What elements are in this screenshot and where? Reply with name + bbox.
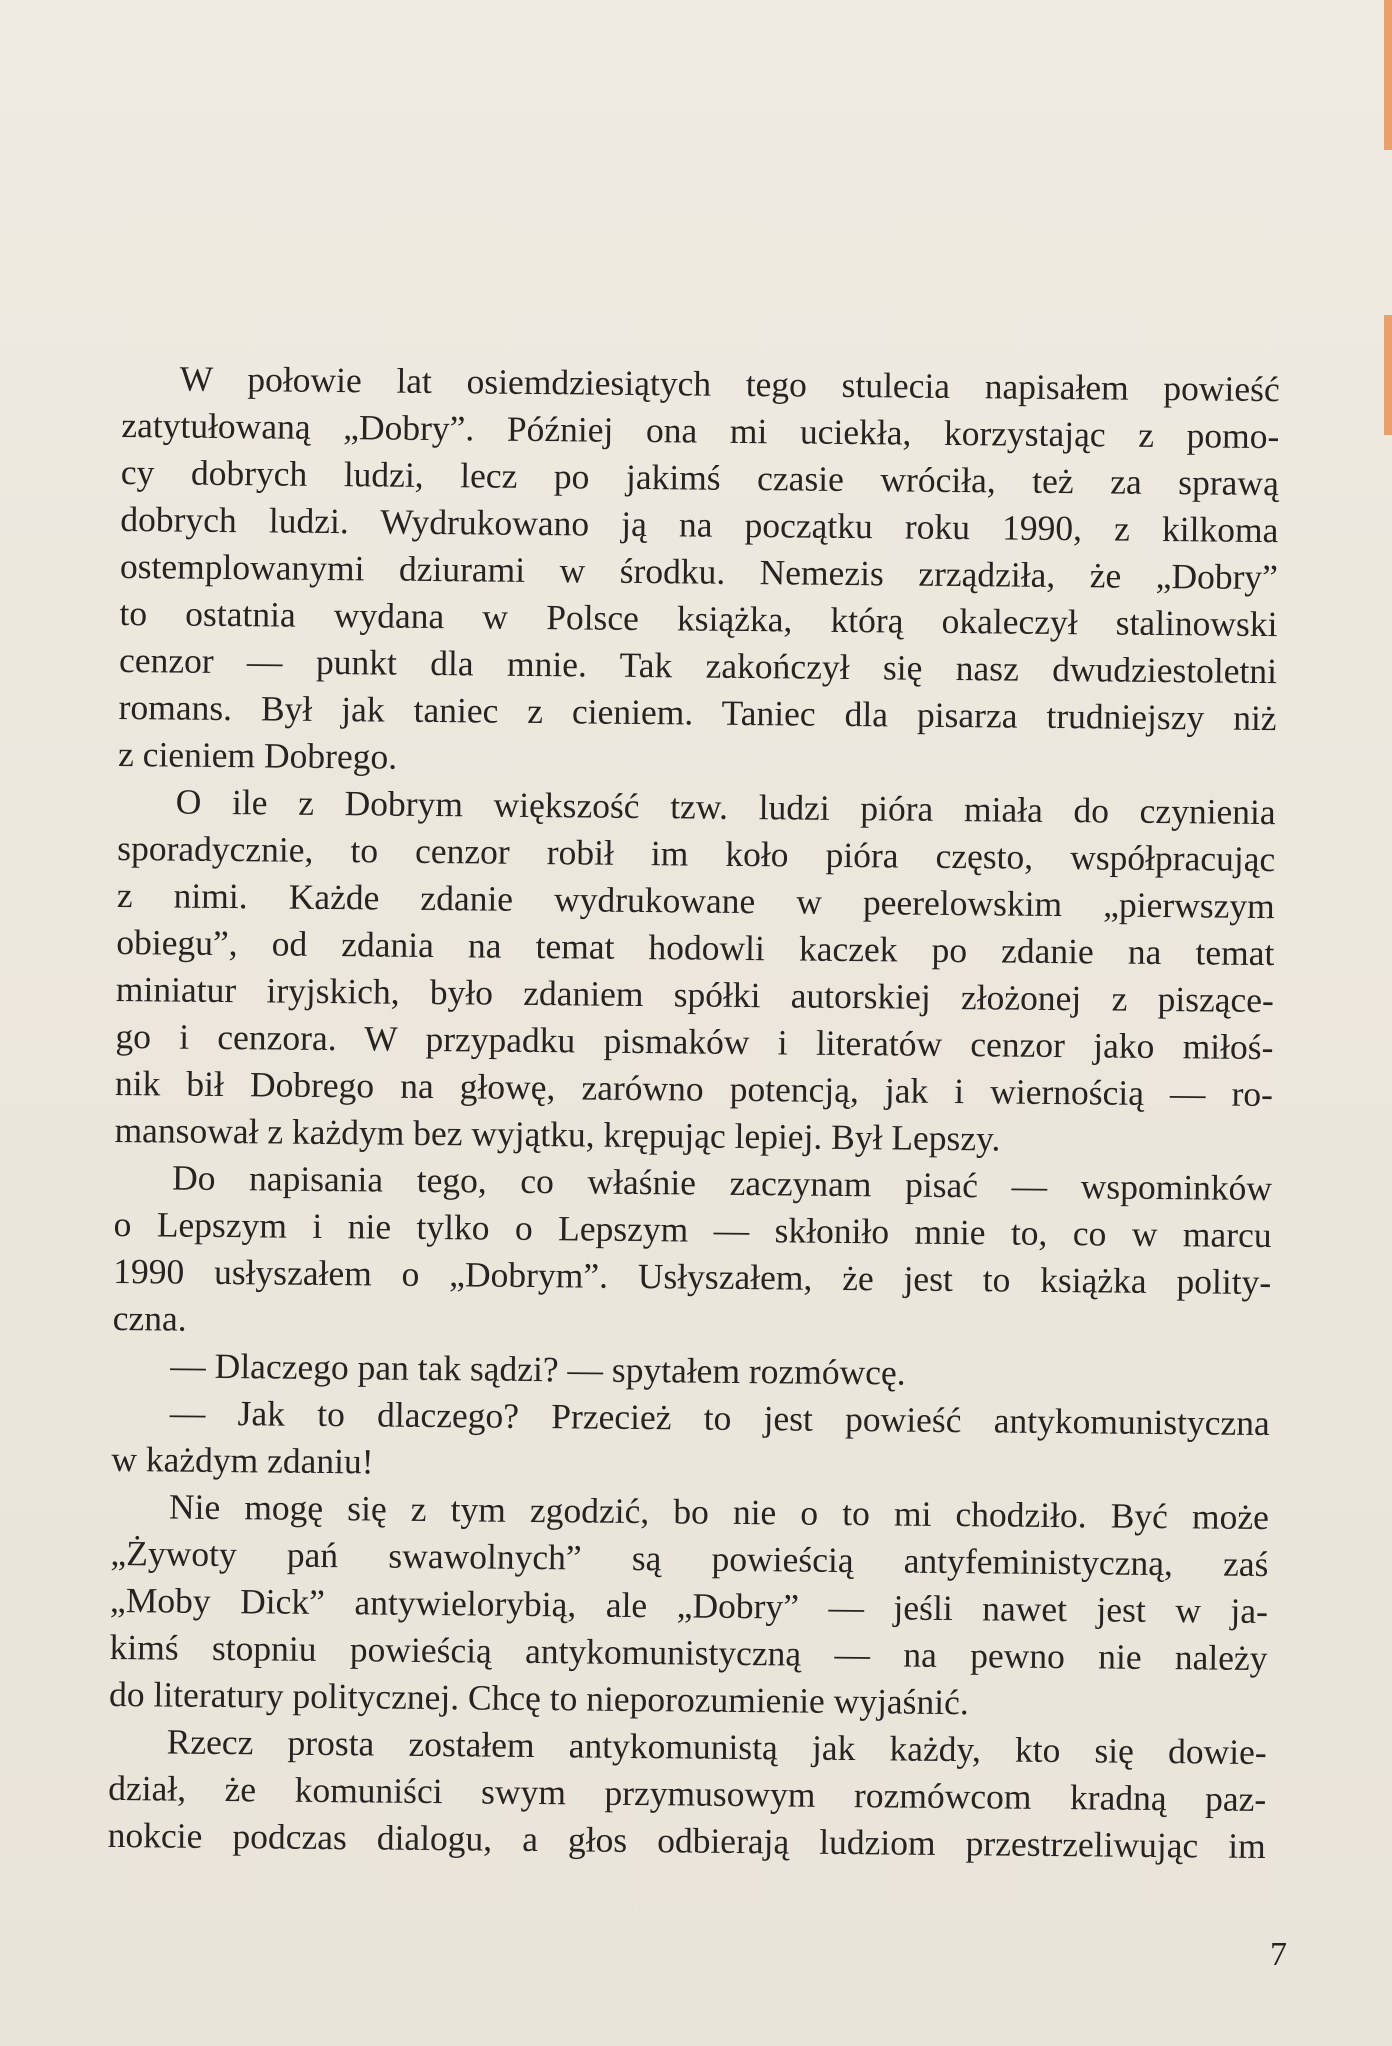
text-line: do literatury politycznej. Chcę to nieporozumienie wyjaśnić. <box>108 1673 969 1723</box>
text-line: Nie mogę się z tym zgodzić, bo nie o to mi chodziło. Być może <box>168 1486 1270 1538</box>
paragraph <box>108 1718 1267 1870</box>
text-line: W połowie lat osiemdziesiątych tego stulecia napisałem powieść <box>179 358 1280 410</box>
text-line: cenzor — punkt dla mnie. Tak zakończył się nasz dwudziestoletni <box>118 639 1278 692</box>
page-edge-tab <box>1384 0 1392 150</box>
text-line: z cieniem Dobrego. <box>117 733 398 777</box>
show-through-text <box>123 120 1277 302</box>
text-line: go i cenzora. W przypadku pismaków i literatów cenzor jako miłoś- <box>115 1015 1274 1068</box>
text-line: O ile z Dobrym większość tzw. ludzi pióra miała do czynienia <box>175 781 1276 833</box>
text-line: z nimi. Każde zdanie wydrukowane w peerelowskim „pierwszym <box>116 874 1275 927</box>
paragraph <box>114 778 1276 1165</box>
text-line: to ostatnia wydana w Polsce książka, którą okaleczył stalinowski <box>119 592 1278 645</box>
text-line: ostemplowanymi dziurami w środku. Nemezis zrządziła, że „Dobry” <box>119 545 1279 598</box>
text-line: mansował z każdym bez wyjątku, krępując lepiej. Był Lepszy. <box>114 1109 1001 1159</box>
paragraph <box>113 1154 1273 1353</box>
text-line: — Jak to dlaczego? Przecież to jest powieść antykomunistyczna <box>169 1392 1270 1444</box>
text-line: obiegu”, od zdania na temat hodowli kaczek po zdanie na temat <box>116 921 1275 974</box>
page-number: 7 <box>1270 1936 1287 1973</box>
text-line: zatytułowaną „Dobry”. Później ona mi uciekła, korzystając z pomo- <box>121 404 1280 457</box>
text-line: czna. <box>112 1297 187 1339</box>
text-line: nik bił Dobrego na głowę, zarówno potencją, jak i wiernością — ro- <box>114 1062 1274 1115</box>
text-line: „Moby Dick” antywielorybią, ale „Dobry” — jeśli nawet jest w ja- <box>109 1579 1269 1632</box>
page-edge-tab <box>1384 315 1392 435</box>
text-line: nokcie podczas dialogu, a głos odbierają ludziom przestrzeliwując im <box>107 1814 1266 1867</box>
text-line: o Lepszym i nie tylko o Lepszym — skłoniło mnie to, co w marcu <box>113 1203 1272 1256</box>
text-line: Rzecz prosta zostałem antykomunistą jak każdy, kto się dowie- <box>166 1721 1267 1773</box>
text-line: Do napisania tego, co właśnie zaczynam pisać — wspominków <box>171 1157 1273 1209</box>
text-line: w każdym zdaniu! <box>111 1438 374 1482</box>
text-line: 1990 usłyszałem o „Dobrym”. Usłyszałem, że jest to książka polity- <box>113 1250 1272 1303</box>
text-line: romans. Był jak taniec z cieniem. Taniec dla pisarza trudniejszy niż <box>118 686 1277 739</box>
text-line: sporadycznie, to cenzor robił im koło pióra często, współpracując <box>117 827 1276 880</box>
text-line: „Żywoty pań swawolnych” są powieścią antyfeministyczną, zaś <box>110 1532 1269 1585</box>
text-line: dział, że komuniści swym przymusowym rozmówcom kradną paz- <box>108 1767 1267 1820</box>
text-line: dobrych ludzi. Wydrukowano ją na początku roku 1990, z kilkoma <box>120 498 1279 551</box>
paragraph <box>118 355 1280 789</box>
paragraph <box>111 1389 1270 1494</box>
body-text <box>108 355 1280 1870</box>
text-line: kimś stopniu powieścią antykomunistyczną — na pewno nie należy <box>109 1626 1268 1679</box>
text-line: — Dlaczego pan tak sądzi? — spytałem rozmówcę. <box>170 1345 906 1393</box>
paragraph <box>109 1483 1269 1729</box>
text-line: miniatur iryjskich, było zdaniem spółki autorskiej złożonej z piszące- <box>115 968 1275 1021</box>
text-line: cy dobrych ludzi, lecz po jakimś czasie wróciła, też za sprawą <box>120 451 1280 504</box>
